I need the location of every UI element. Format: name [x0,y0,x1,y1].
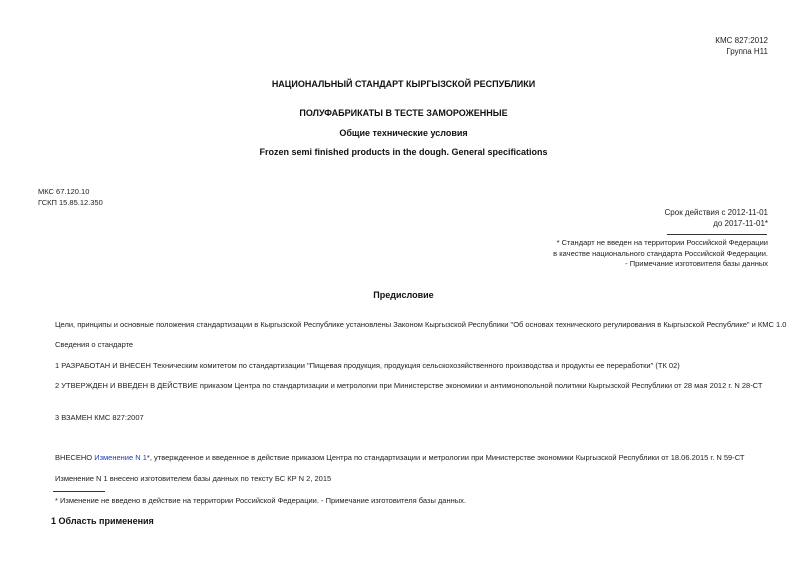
section-1-heading: 1 Область применения [51,516,154,526]
foreword-heading: Предисловие [373,290,434,300]
validity-to: до 2017-11-01* [713,219,768,228]
foreword-item-2: 2 УТВЕРЖДЕН И ВВЕДЕН В ДЕЙСТВИЕ приказом Центра по стандартизации и метрологии при Министерстве экономики и антимонопольной политики Кыргызской Республики от 28 мая 2012 г. N 28-СТ [55,381,763,390]
english-title: Frozen semi finished products in the dough. General specifications [259,147,548,157]
foreword-item-3: 3 ВЗАМЕН КМС 827:2007 [55,413,144,422]
top-note-line3: - Примечание изготовителя базы данных [625,259,768,268]
mks-code: МКС 67.120.10 [38,187,90,196]
amendment-prefix: ВНЕСЕНО [55,453,95,462]
standard-code: КМС 827:2012 [715,36,768,45]
document-subtitle: Общие технические условия [339,128,468,138]
top-note-line2: в качестве национального стандарта Российской Федерации. [553,249,768,258]
standard-title: НАЦИОНАЛЬНЫЙ СТАНДАРТ КЫРГЫЗСКОЙ РЕСПУБЛИКИ [271,79,536,89]
foreword-item-1: 1 РАЗРАБОТАН И ВНЕСЕН Техническим комитетом по стандартизации "Пищевая продукция, продукция сельскохозяйственного производства и продукты ее переработки" (ТК 02) [55,361,680,370]
top-note-line1: * Стандарт не введен на территории Российской Федерации [556,238,768,247]
amendment-suffix: *, утвержденное и введенное в действие приказом Центра по стандартизации и метрологии при Министерстве экономики Кыргызской Республики от 18.06.2015 г. N 59-СТ [146,453,745,462]
amendment-link[interactable]: Изменение N 1 [94,453,147,462]
foreword-about: Сведения о стандарте [55,340,134,349]
foreword-intro: Цели, принципы и основные положения стандартизации в Кыргызской Республике установлены Законом Кыргызской Республики "Об основах технического регулирования в Кыргызской Республике" и КМС 1.0 [55,320,787,329]
footnote: * Изменение не введено в действие на территории Российской Федерации. - Примечание изготовителя базы данных. [55,496,466,505]
standard-group: Группа Н11 [726,47,768,56]
validity-from: Срок действия с 2012-11-01 [664,208,768,217]
amendment-line [55,453,744,462]
top-note-rule [667,234,767,235]
amendment-db-note: Изменение N 1 внесено изготовителем базы данных по тексту БС КР N 2, 2015 [55,474,332,483]
footnote-rule [53,491,105,492]
product-title: ПОЛУФАБРИКАТЫ В ТЕСТЕ ЗАМОРОЖЕННЫЕ [299,108,508,118]
gskp-code: ГСКП 15.85.12.350 [38,198,103,207]
